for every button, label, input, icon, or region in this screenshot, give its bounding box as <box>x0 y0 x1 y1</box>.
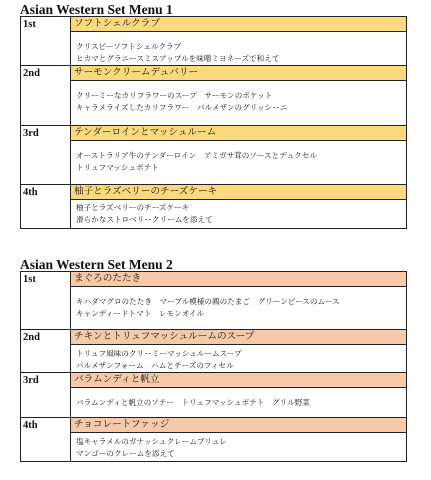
course-row <box>21 126 407 185</box>
course-content <box>71 418 407 462</box>
dish-name: ソフトシェルクラブ <box>71 17 406 32</box>
course-content <box>71 185 407 229</box>
course-row <box>21 17 407 66</box>
course-label: 2nd <box>21 330 71 373</box>
course-row <box>21 185 407 229</box>
dish-name: バラムンディと帆立 <box>71 373 406 388</box>
description-line: キャンディードトマト レモンオイル <box>76 309 205 318</box>
course-table <box>20 271 407 462</box>
dish-name: 柚子とラズベリーのチーズケーキ <box>71 185 406 200</box>
dish-description <box>71 287 406 320</box>
course-label: 2nd <box>21 66 71 126</box>
course-content <box>71 17 407 66</box>
course-row <box>21 272 407 330</box>
description-line: クリスピーソフトシェルクラブ <box>76 42 182 51</box>
course-label: 1st <box>21 17 71 66</box>
dish-description <box>71 81 406 114</box>
course-content <box>71 126 407 185</box>
menu-title: Asian Western Set Menu 1 <box>20 2 173 17</box>
description-line: オーストラリア牛のテンダーロイン アミガサ茸のソースとデュクセル <box>76 151 317 160</box>
dish-description <box>71 345 406 372</box>
course-label: 4th <box>21 185 71 229</box>
course-content <box>71 66 407 126</box>
description-line: トリュフ風味のクリーミーマッシュルームスープ <box>76 349 242 358</box>
course-label: 1st <box>21 272 71 330</box>
description-line: トリュフマッシュポテト <box>76 163 159 172</box>
dish-name: サーモンクリームデュバリー <box>71 66 406 81</box>
description-line: マンゴーのクレームを添えて <box>76 449 175 458</box>
description-line: パルメザンフォーム ハムとチーズのフィセル <box>76 361 234 370</box>
description-line: バラムンディと帆立のソテー トリュフマッシュポテト グリル野菜 <box>76 398 310 407</box>
dish-description <box>71 200 406 226</box>
course-row <box>21 373 407 418</box>
description-line: 滑らかなストロベリークリームを添えて <box>76 215 213 224</box>
course-label: 3rd <box>21 373 71 418</box>
course-table <box>20 16 407 229</box>
course-row <box>21 330 407 373</box>
dish-description <box>71 141 406 174</box>
dish-name: チキンとトリュフマッシュルームのスープ <box>71 330 406 345</box>
description-line: クリーミーなカリフラワーのスープ サーモンのポケット <box>76 91 273 100</box>
course-row <box>21 66 407 126</box>
dish-description <box>71 433 406 460</box>
dish-description <box>71 32 406 65</box>
description-line: キハダマグロのたたき マーブル模様の鶉のたまご グリーンピースのムース <box>76 297 340 306</box>
course-row <box>21 418 407 462</box>
description-line: 柚子とラズベリーのチーズケーキ <box>76 203 190 212</box>
dish-description <box>71 388 406 409</box>
description-line: ヒカマとグラニースミスアップルを味噌ミヨネーズで和えて <box>76 54 280 63</box>
course-label: 4th <box>21 418 71 462</box>
menu-title: Asian Western Set Menu 2 <box>20 257 173 272</box>
dish-name: まぐろのたたき <box>71 272 406 287</box>
course-content <box>71 330 407 373</box>
dish-name: チョコレートファッジ <box>71 418 406 433</box>
dish-name: テンダーロインとマッシュルーム <box>71 126 406 141</box>
course-content <box>71 373 407 418</box>
description-line: 塩キャラメルのガナッシュクレームブリュレ <box>76 437 227 446</box>
course-content <box>71 272 407 330</box>
course-label: 3rd <box>21 126 71 185</box>
description-line: キャラメライズしたカリフラワー パルメザンのグリッシーニ <box>76 103 288 112</box>
